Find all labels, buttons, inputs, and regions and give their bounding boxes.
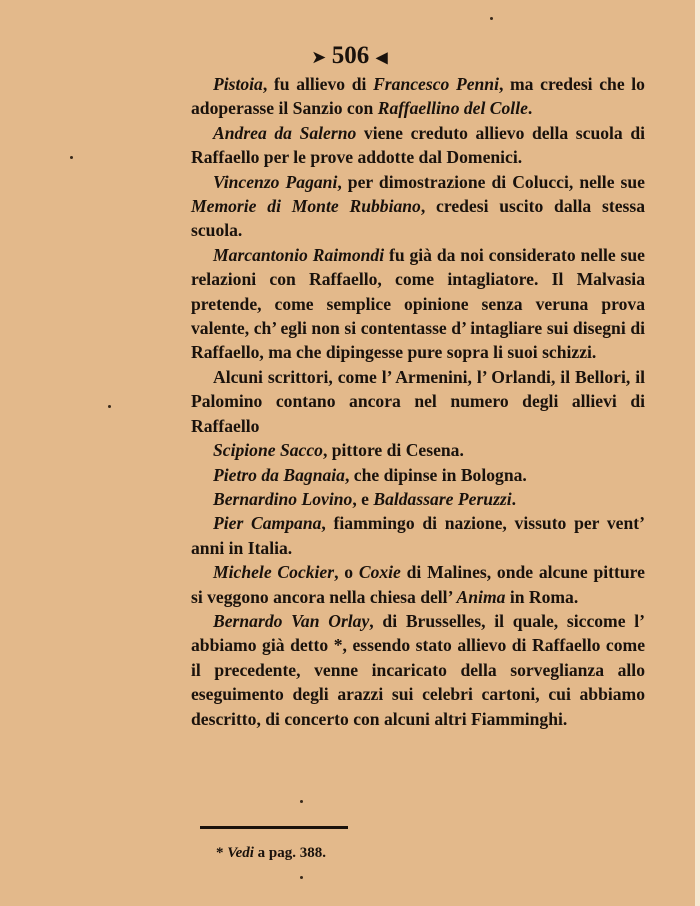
artist-name: Pietro da Bagnaia [213, 464, 345, 485]
footnote [216, 845, 326, 862]
speck [300, 876, 303, 879]
artist-name: Francesco Penni [373, 74, 499, 94]
artist-name: Bernardo Van Orlay [213, 610, 370, 631]
artist-name: Pier Campana [213, 513, 322, 534]
page-header [0, 42, 700, 70]
right-ornament: ◀ [375, 49, 388, 67]
artist-name: Pistoia [213, 74, 263, 94]
body-text [191, 72, 645, 731]
artist-name: Scipione Sacco [213, 440, 323, 461]
paragraph-text: viene creduto allievo della scuola di Raffaello per le prove addotte dal Domenici. [191, 122, 645, 168]
artist-name: Coxie [358, 562, 401, 583]
footnote-mark: * [216, 845, 224, 861]
paragraph-text: , fu allievo di [262, 74, 374, 94]
paragraph [191, 365, 645, 438]
paragraph-text: Alcuni scrittori, come l’ Armenini, l’ Orlandi, il Bellori, il Palomino contano ancora nel numero degli allievi di Raffaello [191, 366, 645, 436]
speck [300, 800, 303, 803]
paragraph-text: , per dimostrazione di Colucci, nelle sue [337, 171, 645, 192]
artist-name: Andrea da Salerno [213, 122, 357, 143]
left-ornament: ➤ [312, 49, 326, 67]
paragraph-text: , e [352, 488, 374, 509]
paragraph-text: , pittore di Cesena. [322, 440, 464, 461]
paragraph [191, 609, 645, 731]
footnote-text: a pag. 388. [253, 845, 327, 861]
paragraph-text: , ma credesi che lo adoperasse il Sanzio con [191, 74, 645, 119]
speck [70, 156, 73, 159]
paragraph-text: , credesi uscito dalla stessa scuola. [191, 196, 645, 241]
church-name: Anima [456, 586, 506, 607]
paragraph [191, 511, 645, 560]
speck [490, 17, 493, 20]
paragraph [191, 438, 645, 462]
paragraph-text: , fiammingo di nazione, vissuto per vent’ anni in Italia. [191, 513, 645, 558]
paragraph [191, 170, 645, 243]
paragraph [191, 121, 645, 170]
footnote-em: Vedi [227, 845, 254, 861]
paragraph-text: fu già da noi considerato nelle sue relazioni con Raffaello, come intagliatore. Il Malvasia pretende, come semplice opinione senza veruna prova valente, ch’ egli non si contentasse d’ intagliare sui disegni di Raffaello, ma che dipingesse pure sopra li suoi schizzi. [191, 244, 645, 363]
artist-name: Baldassare Peruzzi [373, 488, 512, 509]
artist-name: Marcantonio Raimondi [213, 244, 385, 265]
speck [108, 405, 111, 408]
artist-name: Raffaellino del Colle [377, 98, 528, 119]
work-title: Memorie di Monte Rubbiano [191, 196, 421, 217]
paragraph-text: . [511, 488, 517, 509]
footnote-rule [200, 826, 348, 829]
paragraph [191, 243, 645, 365]
paragraph [191, 463, 645, 487]
paragraph [191, 72, 645, 121]
paragraph-text: , di Brusselles, il quale, siccome l’ abbiamo già detto *, essendo stato allievo di Raffaello come il precedente, venne incaricato della sorveglianza allo eseguimento degli arazzi sui celebri cartoni, cui abbiamo descritto, di concerto con alcuni altri Fiamminghi. [191, 610, 646, 729]
paragraph-text: di Malines, onde alcune pitture si veggono ancora nella chiesa dell’ [191, 562, 645, 607]
paragraph-text: . [527, 98, 533, 119]
paragraph-text: , che dipinse in Bologna. [344, 464, 527, 485]
paragraph-text: , o [334, 562, 359, 583]
page-number: 506 [331, 42, 370, 69]
artist-name: Vincenzo Pagani [213, 171, 338, 192]
paragraph-text: in Roma. [505, 586, 579, 607]
paragraph [191, 560, 645, 609]
page-edge [695, 0, 700, 906]
artist-name: Bernardino Lovino [213, 488, 353, 509]
paragraph [191, 487, 645, 511]
artist-name: Michele Cockier [213, 562, 335, 583]
